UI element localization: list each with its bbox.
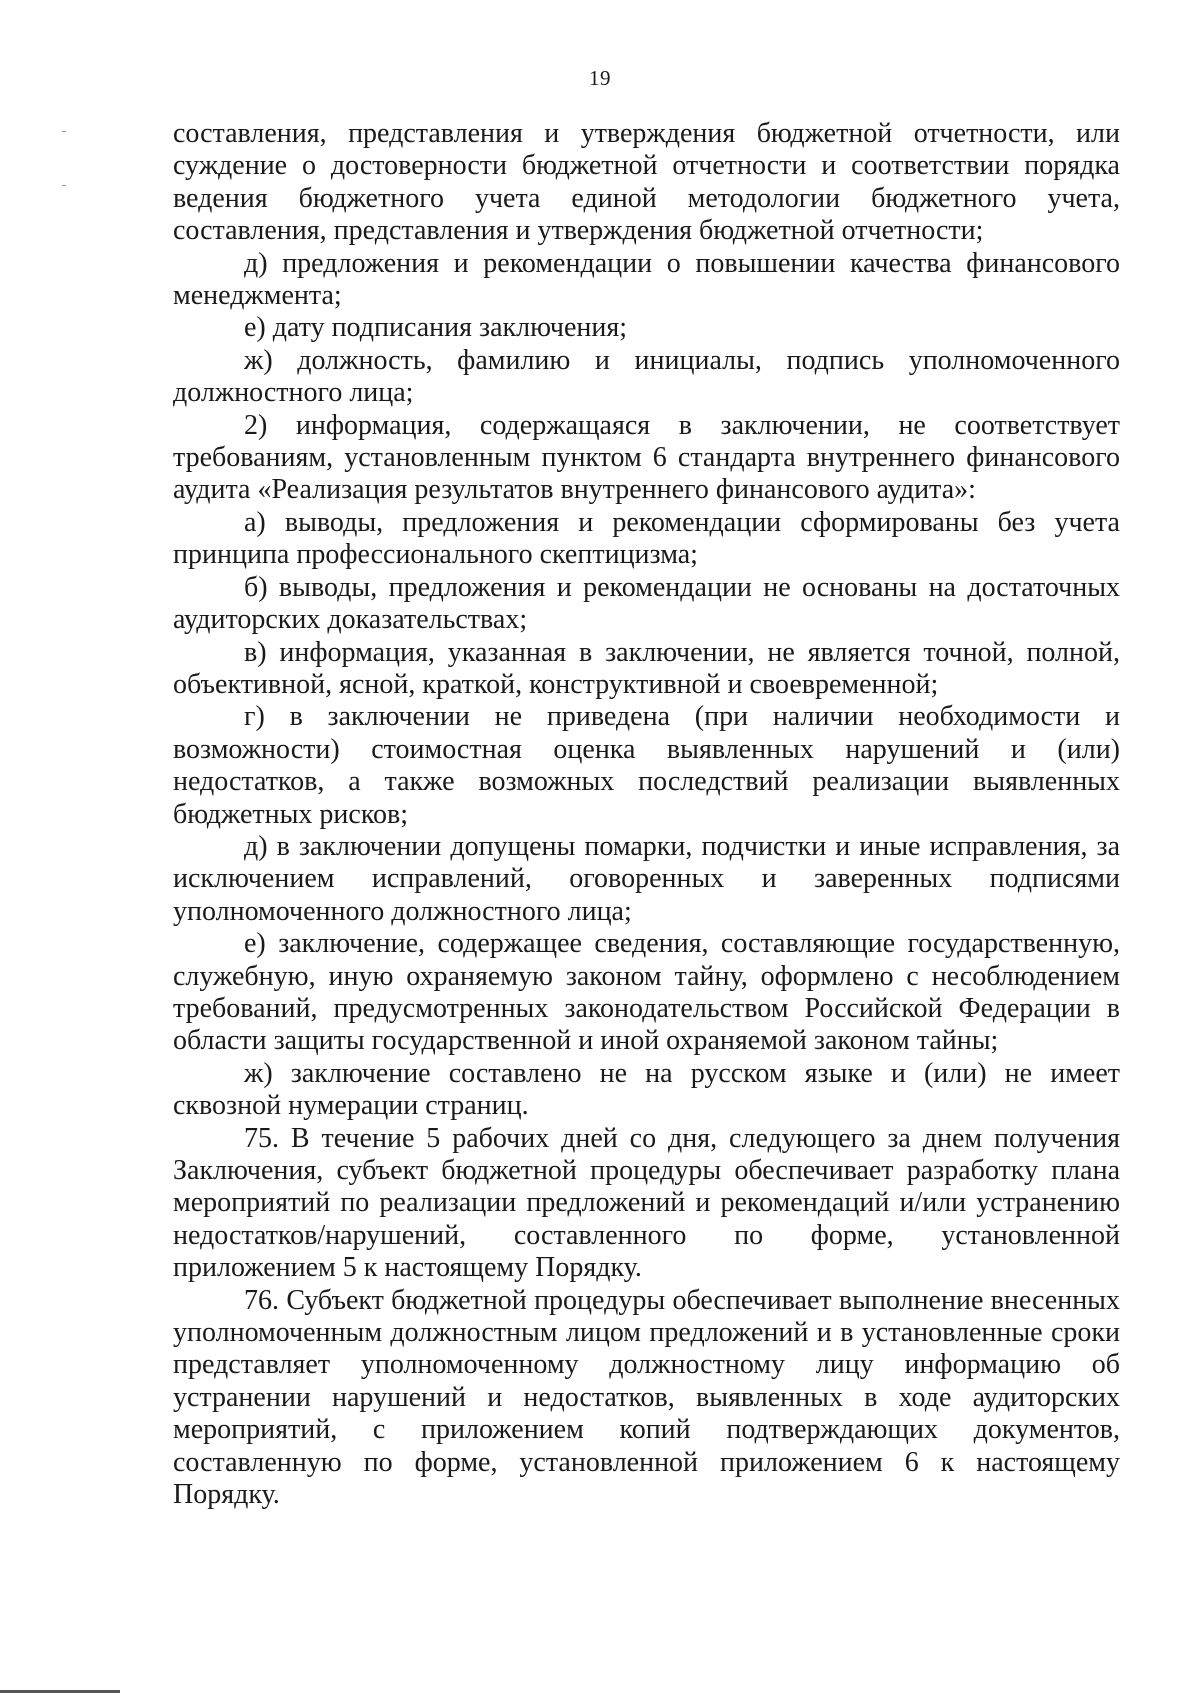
paragraph-section-75: 75. В течение 5 рабочих дней со дня, следующего за днем получения Заключения, субъект бюджетной процедуры обеспечивает разработку плана мероприятий по реализации предложений и рекомендаций и/или устранению недостатков/нарушений, составленного по форме, установленной приложением 5 к настоящему Порядку. (173, 1122, 1120, 1284)
paragraph-item-d: д) предложения и рекомендации о повышении качества финансового менеджмента; (173, 247, 1120, 312)
paragraph-item-a: а) выводы, предложения и рекомендации сформированы без учета принципа профессионального скептицизма; (173, 506, 1120, 571)
paragraph-item-e-2: е) заключение, содержащее сведения, составляющие государственную, служебную, иную охраняемую законом тайну, оформлено с несоблюдением требований, предусмотренных законодательством Российской Федерации в области защиты государственной и иной охраняемой законом тайны; (173, 928, 1120, 1057)
paragraph-item-v: в) информация, указанная в заключении, не является точной, полной, объективной, ясной, краткой, конструктивной и своевременной; (173, 636, 1120, 700)
paragraph-continuation: составления, представления и утверждения бюджетной отчетности, или суждение о достоверности бюджетной отчетности и соответствии порядка ведения бюджетного учета единой методологии бюджетного учета, составления, представления и утверждения бюджетной отчетности; (173, 118, 1120, 247)
margin-mark (62, 131, 66, 132)
margin-mark (62, 185, 66, 186)
scan-edge-mark (0, 1690, 120, 1693)
paragraph-item-d-2: д) в заключении допущены помарки, подчистки и иные исправления, за исключением исправлений, оговоренных и заверенных подписями уполномоченного должностного лица; (173, 830, 1120, 927)
paragraph-item-zh-2: ж) заключение составлено не на русском языке и (или) не имеет сквозной нумерации страниц. (173, 1057, 1120, 1122)
document-body (173, 118, 1120, 1511)
paragraph-point-2: 2) информация, содержащаяся в заключении, не соответствует требованиям, установленным пунктом 6 стандарта внутреннего финансового аудита «Реализация результатов внутреннего финансового аудита»: (173, 409, 1120, 506)
paragraph-item-b: б) выводы, предложения и рекомендации не основаны на достаточных аудиторских доказательствах; (173, 571, 1120, 636)
paragraph-section-76: 76. Субъект бюджетной процедуры обеспечивает выполнение внесенных уполномоченным должностным лицом предложений и в установленные сроки представляет уполномоченному должностному лицу информацию об устранении нарушений и недостатков, выявленных в ходе аудиторских мероприятий, с приложением копий подтверждающих документов, составленную по форме, установленной приложением 6 к настоящему Порядку. (173, 1284, 1120, 1511)
page-number: 19 (589, 66, 611, 90)
paragraph-item-e: е) дату подписания заключения; (244, 312, 628, 344)
paragraph-item-zh: ж) должность, фамилию и инициалы, подпись уполномоченного должностного лица; (173, 344, 1120, 409)
paragraph-item-g: г) в заключении не приведена (при наличии необходимости и возможности) стоимостная оценка выявленных нарушений и (или) недостатков, а также возможных последствий реализации выявленных бюджетных рисков; (173, 701, 1120, 830)
